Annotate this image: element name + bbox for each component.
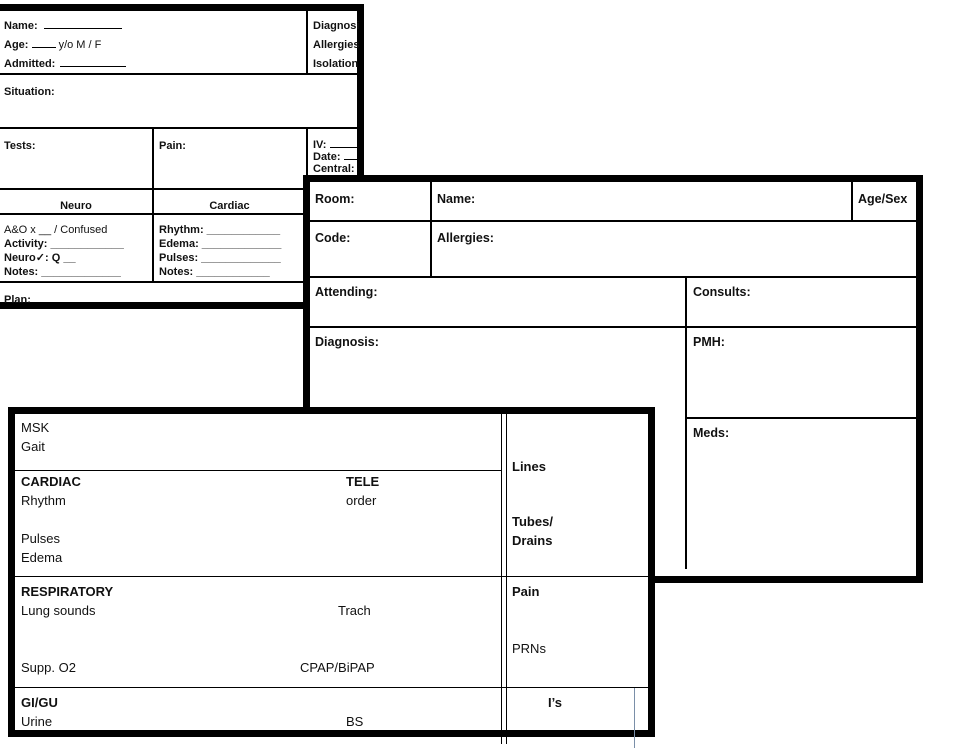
divider [686, 417, 920, 419]
list-item: Activity: ____________ [4, 238, 124, 250]
bs-label: BS [346, 714, 364, 729]
consults-label: Consults: [693, 285, 751, 299]
neuro-list [4, 223, 124, 279]
cardiac-list [159, 223, 281, 279]
blank-line [60, 66, 126, 67]
name-label: Name: [437, 192, 476, 206]
age-field: Age: y/o M / F [4, 39, 102, 51]
divider [685, 277, 687, 569]
divider [15, 687, 655, 688]
neuro-header: Neuro [60, 200, 92, 212]
name-field: Name: [4, 19, 122, 33]
situation-label: Situation: [4, 86, 55, 98]
pulses-label: Pulses [21, 531, 61, 546]
list-item: Notes: _____________ [4, 266, 121, 278]
lines-label: Lines [512, 459, 546, 474]
attending-label: Attending: [315, 285, 378, 299]
divider [310, 220, 920, 222]
pain-label: Pain: [159, 140, 186, 152]
order-label: order [346, 493, 377, 508]
diagnosis-label: Diagnosis: [315, 335, 379, 349]
tests-label: Tests: [4, 140, 36, 152]
list-item: Notes: ____________ [159, 266, 270, 278]
lung-sounds-label: Lung sounds [21, 603, 96, 618]
divider [310, 326, 920, 328]
drains-label: Drains [512, 533, 553, 548]
divider [634, 688, 635, 748]
divider [506, 414, 507, 744]
tubes-label: Tubes/ [512, 514, 553, 529]
supp-o2-label: Supp. O2 [21, 660, 76, 675]
urine-label: Urine [21, 714, 53, 729]
list-item: Edema: _____________ [159, 238, 282, 250]
respiratory-label: RESPIRATORY [21, 584, 114, 599]
room-label: Room: [315, 192, 355, 206]
rhythm-label: Rhythm [21, 493, 66, 508]
list-item: Rhythm: ____________ [159, 224, 281, 236]
admitted-field: Admitted: [4, 57, 126, 71]
divider [15, 576, 655, 577]
list-item: Pulses: _____________ [159, 252, 281, 264]
allergies-label: Allergies: [437, 231, 494, 245]
iv-block: IV: Date: Central: [313, 139, 364, 175]
age-sex-label: Age/Sex [858, 192, 908, 206]
divider [310, 276, 920, 278]
cardiac-header: Cardiac [209, 200, 250, 212]
prns-label: PRNs [512, 641, 546, 656]
tele-label: TELE [346, 474, 380, 489]
divider [306, 11, 308, 74]
pain-label: Pain [512, 584, 540, 599]
divider [851, 182, 853, 220]
meds-label: Meds: [693, 426, 730, 440]
edema-label: Edema [21, 550, 63, 565]
cpap-label: CPAP/BiPAP [300, 660, 375, 675]
allergies-field: Allergies [313, 39, 360, 51]
blank-line [32, 47, 56, 48]
pmh-label: PMH: [693, 335, 725, 349]
divider [501, 414, 502, 744]
isolation-field: Isolation [313, 58, 359, 70]
trach-label: Trach [338, 603, 371, 618]
blank-line [44, 28, 122, 29]
gait-label: Gait [21, 439, 45, 454]
intake-label: I’s [548, 695, 562, 710]
plan-label: Plan: [4, 294, 31, 306]
divider [15, 470, 502, 471]
list-item: Neuro✓: Q __ [4, 252, 76, 264]
divider [430, 182, 432, 277]
cardiac-label: CARDIAC [21, 474, 81, 489]
code-label: Code: [315, 231, 351, 245]
diagnosis-field: Diagnosi [313, 20, 360, 32]
gigu-label: GI/GU [21, 695, 58, 710]
nursing-report-sheet-3 [8, 407, 655, 737]
msk-label: MSK [21, 420, 50, 435]
list-item: A&O x __ / Confused [4, 224, 108, 236]
